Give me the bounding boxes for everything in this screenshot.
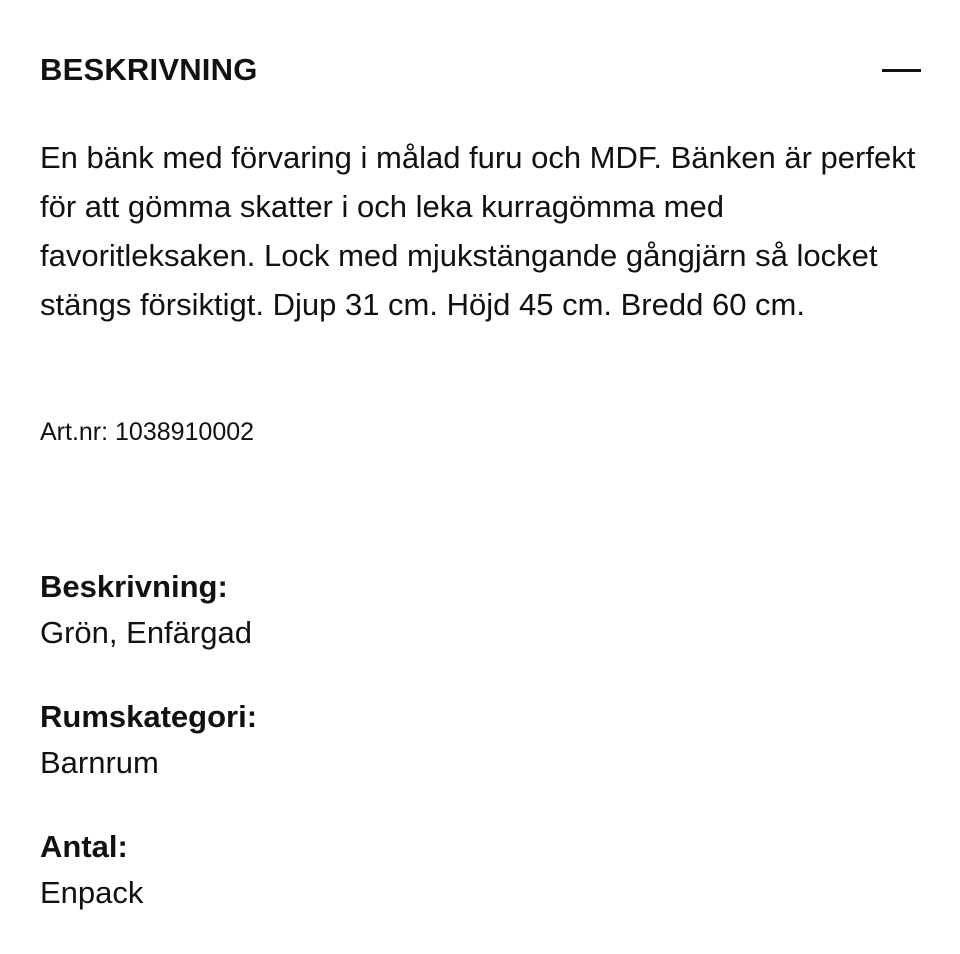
section-title: BESKRIVNING xyxy=(40,52,258,87)
product-description-text: En bänk med förvaring i målad furu och MDF. Bänken är perfekt för att gömma skatter i och leka kurragömma med favoritleksaken. Lock med mjukstängande gångjärn så locket stängs försiktigt. Djup 31 cm. Höjd 45 cm. Bredd 60 cm. xyxy=(40,140,916,322)
minus-icon[interactable] xyxy=(881,50,921,90)
attribute-value: Barnrum xyxy=(40,745,159,780)
attribute-label: Antal: xyxy=(40,829,128,864)
attribute-room-category xyxy=(40,694,920,786)
attribute-label: Rumskategori: xyxy=(40,699,258,734)
description-accordion-header[interactable] xyxy=(40,50,920,90)
attribute-quantity xyxy=(40,824,920,916)
attribute-value: Enpack xyxy=(40,875,144,910)
minus-icon-bar xyxy=(882,69,921,72)
article-number: Art.nr: 1038910002 xyxy=(40,418,255,446)
attribute-color xyxy=(40,564,920,656)
attribute-value: Grön, Enfärgad xyxy=(40,615,252,650)
attribute-label: Beskrivning: xyxy=(40,569,228,604)
